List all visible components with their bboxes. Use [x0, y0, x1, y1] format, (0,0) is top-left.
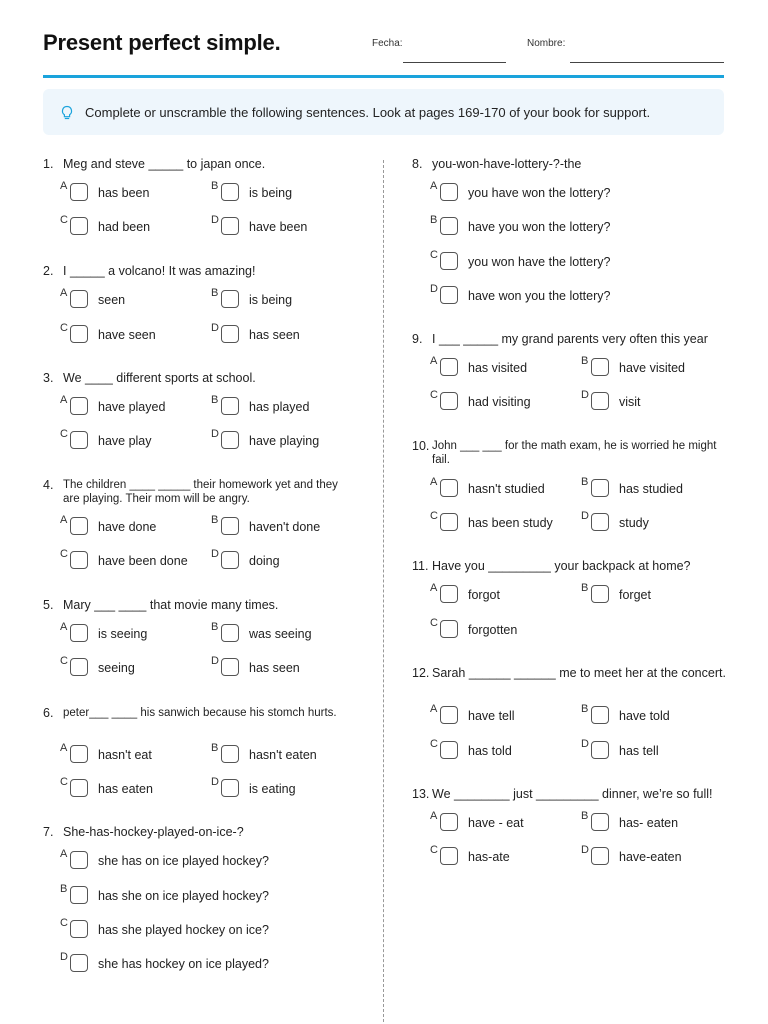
name-field[interactable]	[570, 62, 724, 63]
question-number: 3.	[43, 371, 54, 385]
option-label: haven't done	[249, 520, 321, 534]
question-stem: Sarah ______ ______ me to meet her at the concert.	[432, 666, 726, 680]
answer-checkbox[interactable]	[70, 779, 88, 797]
answer-checkbox[interactable]	[70, 517, 88, 535]
option-letter: C	[430, 617, 438, 629]
answer-checkbox[interactable]	[221, 290, 239, 308]
option-letter: A	[60, 621, 68, 633]
answer-checkbox[interactable]	[70, 745, 88, 763]
option-letter: A	[60, 394, 68, 406]
option-letter: B	[211, 394, 219, 406]
option-letter: D	[211, 655, 219, 667]
question-number: 9.	[412, 332, 423, 346]
option-letter: B	[211, 180, 219, 192]
answer-checkbox[interactable]	[221, 779, 239, 797]
option-letter: A	[60, 514, 68, 526]
answer-checkbox[interactable]	[440, 392, 458, 410]
answer-checkbox[interactable]	[440, 183, 458, 201]
option-letter: C	[60, 917, 68, 929]
option-label: had been	[98, 220, 151, 234]
option-label: has she played hockey on ice?	[98, 923, 269, 937]
answer-checkbox[interactable]	[221, 745, 239, 763]
answer-checkbox[interactable]	[591, 585, 609, 603]
option-letter: A	[430, 476, 438, 488]
option-label: has studied	[619, 482, 683, 496]
option-letter: A	[430, 703, 438, 715]
option-letter: C	[60, 655, 68, 667]
header-divider	[43, 75, 724, 78]
option-label: has- eaten	[619, 816, 679, 830]
answer-checkbox[interactable]	[440, 358, 458, 376]
lightbulb-icon	[60, 105, 74, 121]
option-label: has eaten	[98, 782, 153, 796]
answer-checkbox[interactable]	[591, 706, 609, 724]
question-number: 1.	[43, 157, 54, 171]
answer-checkbox[interactable]	[70, 658, 88, 676]
question-number: 5.	[43, 598, 54, 612]
answer-checkbox[interactable]	[70, 624, 88, 642]
option-letter: B	[581, 355, 589, 367]
answer-checkbox[interactable]	[70, 290, 88, 308]
page-title: Present perfect simple.	[43, 30, 281, 55]
option-letter: D	[211, 548, 219, 560]
date-field[interactable]	[403, 62, 506, 63]
instructions-box	[43, 89, 724, 135]
option-label: hasn't studied	[468, 482, 545, 496]
option-label: she has on ice played hockey?	[98, 854, 269, 868]
answer-checkbox[interactable]	[591, 392, 609, 410]
answer-checkbox[interactable]	[221, 551, 239, 569]
answer-checkbox[interactable]	[70, 431, 88, 449]
option-letter: B	[60, 883, 68, 895]
option-label: is seeing	[98, 627, 148, 641]
answer-checkbox[interactable]	[440, 252, 458, 270]
answer-checkbox[interactable]	[70, 851, 88, 869]
option-label: has been study	[468, 516, 553, 530]
answer-checkbox[interactable]	[70, 551, 88, 569]
answer-checkbox[interactable]	[440, 847, 458, 865]
option-letter: B	[211, 514, 219, 526]
answer-checkbox[interactable]	[591, 847, 609, 865]
option-letter: B	[581, 582, 589, 594]
option-letter: A	[430, 582, 438, 594]
option-letter: B	[581, 703, 589, 715]
option-letter: C	[430, 510, 438, 522]
question-number: 8.	[412, 157, 423, 171]
option-label: visit	[619, 395, 641, 409]
option-letter: D	[430, 283, 438, 295]
option-letter: A	[430, 355, 438, 367]
answer-checkbox[interactable]	[440, 620, 458, 638]
option-letter: C	[60, 214, 68, 226]
option-label: you won have the lottery?	[468, 255, 611, 269]
question-number: 7.	[43, 825, 54, 839]
option-label: have play	[98, 434, 152, 448]
option-label: has-ate	[468, 850, 510, 864]
option-letter: C	[60, 548, 68, 560]
option-label: have-eaten	[619, 850, 682, 864]
option-letter: D	[211, 776, 219, 788]
option-label: doing	[249, 554, 280, 568]
option-label: have won you the lottery?	[468, 289, 611, 303]
option-letter: D	[211, 214, 219, 226]
answer-checkbox[interactable]	[221, 183, 239, 201]
option-label: has told	[468, 744, 512, 758]
option-letter: C	[60, 322, 68, 334]
question-stem: peter___ ____ his sanwich because his stomch hurts.	[63, 707, 337, 719]
answer-checkbox[interactable]	[70, 886, 88, 904]
question-stem: you-won-have-lottery-?-the	[432, 157, 582, 171]
option-letter: D	[581, 389, 589, 401]
question-stem: She-has-hockey-played-on-ice-?	[63, 825, 244, 839]
question-stem: We ____ different sports at school.	[63, 371, 256, 385]
option-label: have played	[98, 400, 166, 414]
option-letter: B	[211, 621, 219, 633]
question-number: 12.	[412, 666, 430, 680]
option-label: she has hockey on ice played?	[98, 957, 269, 971]
option-letter: D	[211, 322, 219, 334]
option-label: has played	[249, 400, 310, 414]
option-label: have tell	[468, 709, 515, 723]
option-letter: B	[211, 287, 219, 299]
question-stem: Meg and steve _____ to japan once.	[63, 157, 266, 171]
answer-checkbox[interactable]	[440, 286, 458, 304]
instructions-text: Complete or unscramble the following sentences. Look at pages 169-170 of your book for support.	[85, 105, 651, 120]
option-label: you have won the lottery?	[468, 186, 611, 200]
option-letter: C	[430, 389, 438, 401]
option-label: have been done	[98, 554, 188, 568]
option-letter: C	[430, 738, 438, 750]
question-stem: Mary ___ ____ that movie many times.	[63, 598, 279, 612]
question-number: 10.	[412, 439, 430, 453]
question-stem: We ________ just _________ dinner, we’re so full!	[432, 787, 713, 801]
answer-checkbox[interactable]	[70, 325, 88, 343]
option-letter: A	[60, 287, 68, 299]
option-label: was seeing	[249, 627, 312, 641]
option-label: forgot	[468, 588, 500, 602]
answer-checkbox[interactable]	[221, 431, 239, 449]
option-label: forgotten	[468, 623, 518, 637]
answer-checkbox[interactable]	[591, 513, 609, 531]
answer-checkbox[interactable]	[591, 479, 609, 497]
question-stem: John ___ ___ for the math exam, he is worried he might fail.	[432, 440, 717, 466]
option-label: forget	[619, 588, 651, 602]
answer-checkbox[interactable]	[70, 397, 88, 415]
option-letter: D	[581, 738, 589, 750]
option-letter: B	[581, 810, 589, 822]
question-number: 6.	[43, 706, 54, 720]
answer-checkbox[interactable]	[591, 358, 609, 376]
option-label: hasn't eaten	[249, 748, 317, 762]
option-letter: C	[430, 249, 438, 261]
option-label: have playing	[249, 434, 320, 448]
option-label: is being	[249, 186, 293, 200]
option-label: have visited	[619, 361, 686, 375]
date-label: Fecha:	[372, 38, 403, 49]
option-letter: D	[211, 428, 219, 440]
question-number: 11.	[412, 559, 429, 573]
option-label: has seen	[249, 661, 300, 675]
option-label: have been	[249, 220, 308, 234]
option-letter: B	[430, 214, 438, 226]
option-label: study	[619, 516, 649, 530]
option-letter: A	[430, 180, 438, 192]
answer-checkbox[interactable]	[440, 217, 458, 235]
option-label: has visited	[468, 361, 528, 375]
answer-checkbox[interactable]	[440, 813, 458, 831]
answer-checkbox[interactable]	[591, 741, 609, 759]
question-stem: Have you _________ your backpack at home?	[432, 559, 691, 573]
column-divider	[383, 160, 384, 1022]
answer-checkbox[interactable]	[440, 706, 458, 724]
option-letter: A	[60, 742, 68, 754]
option-label: have seen	[98, 328, 156, 342]
option-label: have done	[98, 520, 157, 534]
option-letter: C	[60, 428, 68, 440]
name-label: Nombre:	[527, 38, 566, 49]
option-letter: A	[60, 848, 68, 860]
question-number: 4.	[43, 478, 54, 492]
option-label: has seen	[249, 328, 300, 342]
answer-checkbox[interactable]	[70, 920, 88, 938]
answer-checkbox[interactable]	[221, 217, 239, 235]
option-letter: B	[581, 476, 589, 488]
option-letter: D	[60, 951, 68, 963]
answer-checkbox[interactable]	[70, 183, 88, 201]
answer-checkbox[interactable]	[70, 217, 88, 235]
answer-checkbox[interactable]	[440, 513, 458, 531]
answer-checkbox[interactable]	[440, 585, 458, 603]
option-label: seen	[98, 293, 126, 307]
answer-checkbox[interactable]	[591, 813, 609, 831]
answer-checkbox[interactable]	[221, 397, 239, 415]
option-label: have you won the lottery?	[468, 220, 611, 234]
option-label: have - eat	[468, 816, 524, 830]
answer-checkbox[interactable]	[440, 479, 458, 497]
option-label: is eating	[249, 782, 296, 796]
question-stem: I ___ _____ my grand parents very often this year	[432, 332, 708, 346]
option-label: hasn't eat	[98, 748, 152, 762]
option-letter: A	[60, 180, 68, 192]
answer-checkbox[interactable]	[70, 954, 88, 972]
answer-checkbox[interactable]	[221, 517, 239, 535]
option-label: have told	[619, 709, 670, 723]
answer-checkbox[interactable]	[440, 741, 458, 759]
answer-checkbox[interactable]	[221, 658, 239, 676]
question-stem: I _____ a volcano! It was amazing!	[63, 264, 256, 278]
answer-checkbox[interactable]	[221, 325, 239, 343]
option-letter: D	[581, 844, 589, 856]
option-letter: D	[581, 510, 589, 522]
option-label: is being	[249, 293, 293, 307]
option-letter: C	[60, 776, 68, 788]
option-label: has been	[98, 186, 150, 200]
option-label: has tell	[619, 744, 659, 758]
option-label: had visiting	[468, 395, 531, 409]
option-letter: A	[430, 810, 438, 822]
option-letter: C	[430, 844, 438, 856]
option-label: has she on ice played hockey?	[98, 889, 269, 903]
option-label: seeing	[98, 661, 135, 675]
question-number: 13.	[412, 787, 430, 801]
option-letter: B	[211, 742, 219, 754]
question-stem: The children ____ _____ their homework yet and they are playing. Their mom will be angry.	[63, 479, 338, 505]
question-number: 2.	[43, 264, 54, 278]
answer-checkbox[interactable]	[221, 624, 239, 642]
